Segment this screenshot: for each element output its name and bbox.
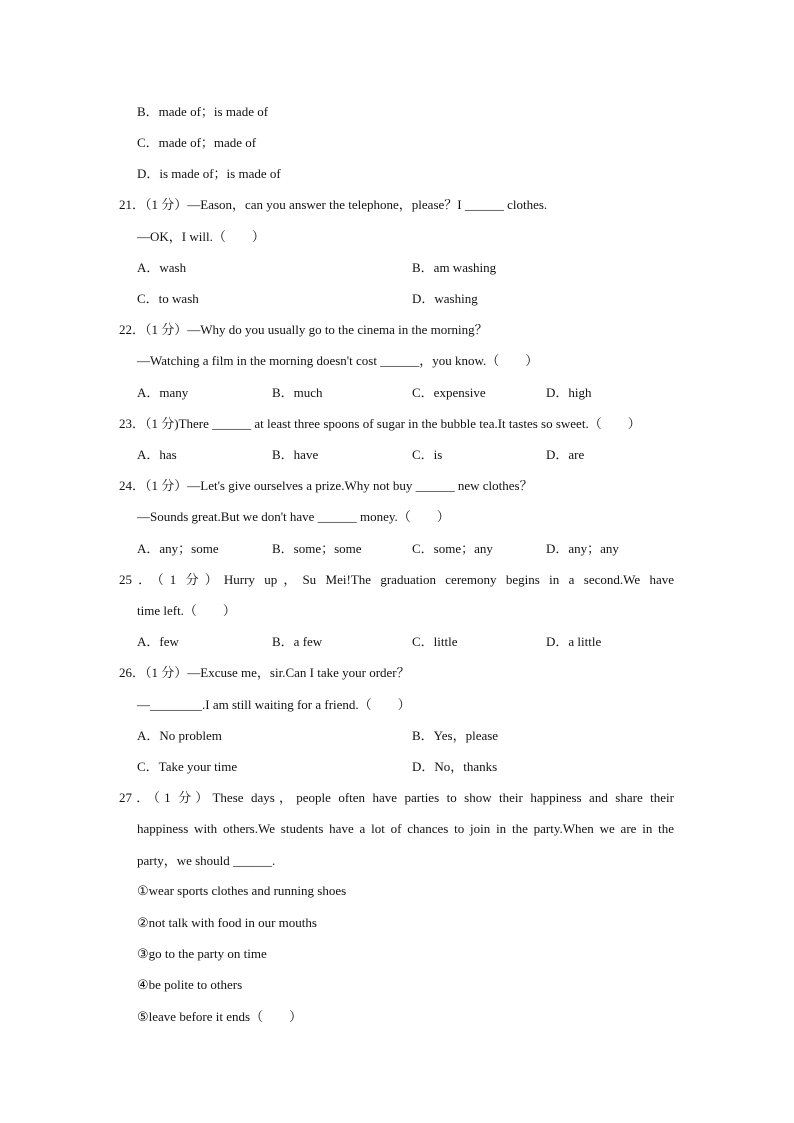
q21-option-b: B．am washing: [412, 260, 497, 275]
q22-reply: —Watching a film in the morning doesn't cost ______，you know.（ ）: [137, 353, 539, 368]
q26-option-d: D．No，thanks: [412, 759, 498, 774]
q20-option-d: D．is made of；is made of: [137, 166, 281, 181]
q25-option-c: C．little: [412, 634, 458, 649]
q26-stem: 26．（1 分）—Excuse me，sir.Can I take your order？: [119, 665, 410, 680]
q23-stem: 23．（1 分)There ______ at least three spoons of sugar in the bubble tea.It tastes so sweet.（ ）: [119, 416, 641, 431]
q21-option-c: C．to wash: [137, 291, 199, 306]
q26-option-b: B．Yes，please: [412, 728, 499, 743]
q24-option-b: B．some；some: [272, 541, 362, 556]
q24-stem: 24．（1 分）—Let's give ourselves a prize.Why not buy ______ new clothes？: [119, 478, 533, 493]
q25-option-a: A．few: [137, 634, 179, 649]
q23-option-b: B．have: [272, 447, 319, 462]
q27-item-5: ⑤leave before it ends（ ）: [137, 1009, 303, 1024]
q24-option-a: A．any；some: [137, 541, 219, 556]
q21-stem: 21．（1 分）—Eason，can you answer the telephone，please？I ______ clothes.: [119, 197, 548, 212]
q26-reply: —________.I am still waiting for a friend.（ ）: [137, 697, 411, 712]
q20-option-c: C．made of；made of: [137, 135, 257, 150]
q27-item-3: ③go to the party on time: [137, 946, 267, 961]
q27-item-2: ②not talk with food in our mouths: [137, 915, 317, 930]
q23-option-a: A．has: [137, 447, 177, 462]
q25-stem-line1: 25．（1 分）Hurry up，Su Mei!The graduation ceremony begins in a second.We have: [119, 572, 674, 587]
q27-stem-line3: party，we should ______.: [137, 853, 276, 868]
q24-option-d: D．any；any: [546, 541, 619, 556]
q26-option-a: A．No problem: [137, 728, 222, 743]
q27-item-1: ①wear sports clothes and running shoes: [137, 883, 347, 898]
q27-item-4: ④be polite to others: [137, 977, 243, 992]
q27-stem-line1: 27．（1 分）These days，people often have parties to show their happiness and share their: [119, 790, 674, 805]
q21-option-d: D．washing: [412, 291, 478, 306]
q25-option-b: B．a few: [272, 634, 323, 649]
q22-option-a: A．many: [137, 385, 189, 400]
q23-option-d: D．are: [546, 447, 585, 462]
q23-option-c: C．is: [412, 447, 443, 462]
q25-option-d: D．a little: [546, 634, 602, 649]
q26-option-c: C．Take your time: [137, 759, 238, 774]
q24-reply: —Sounds great.But we don't have ______ money.（ ）: [137, 509, 450, 524]
q22-option-c: C．expensive: [412, 385, 486, 400]
q22-option-b: B．much: [272, 385, 323, 400]
q24-option-c: C．some；any: [412, 541, 493, 556]
q27-stem-line2: happiness with others.We students have a lot of chances to join in the party.When we are in the: [137, 821, 674, 836]
q22-option-d: D．high: [546, 385, 592, 400]
q22-stem: 22．（1 分）—Why do you usually go to the cinema in the morning？: [119, 322, 488, 337]
q20-option-b: B．made of；is made of: [137, 104, 269, 119]
q21-option-a: A．wash: [137, 260, 187, 275]
q21-reply: —OK，I will.（ ）: [137, 229, 265, 244]
q25-stem-line2: time left.（ ）: [137, 603, 236, 618]
